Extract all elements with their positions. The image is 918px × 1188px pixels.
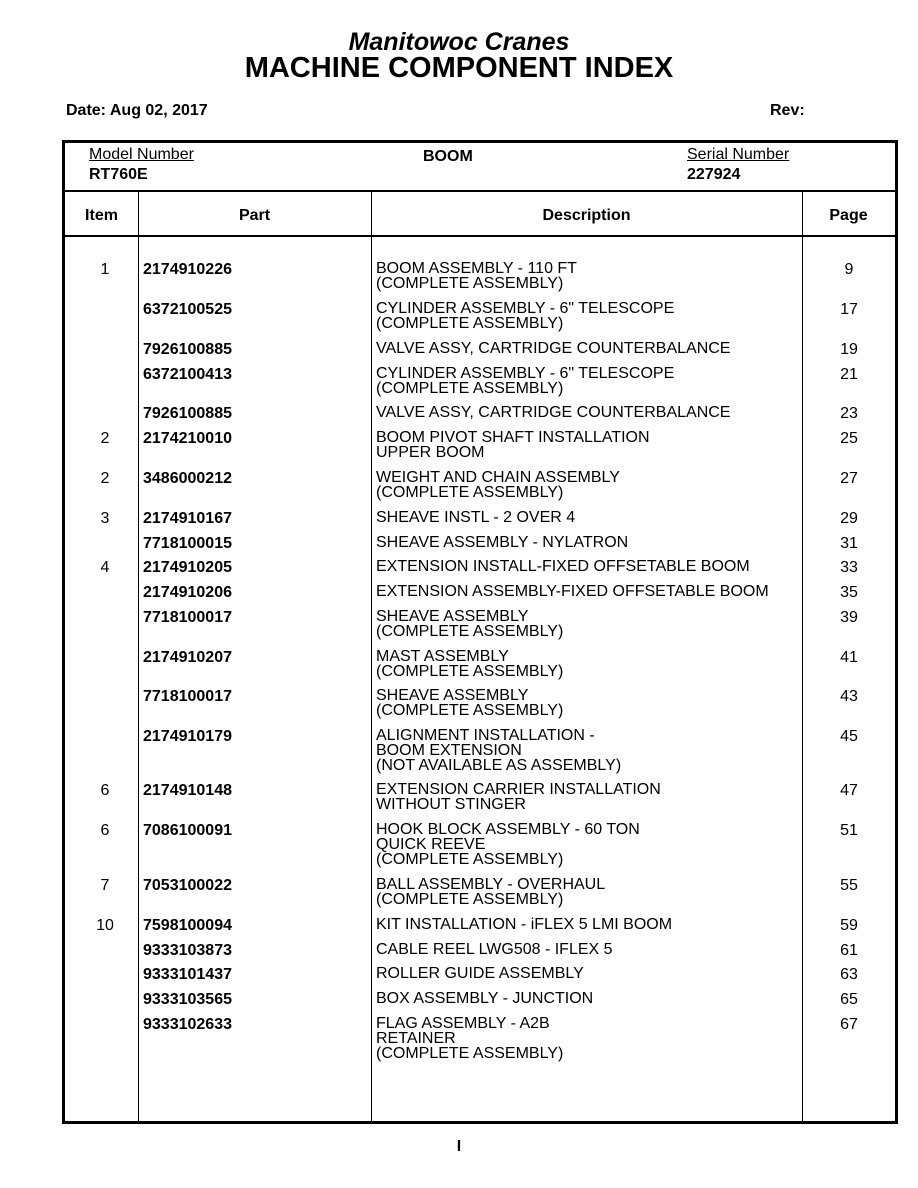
row-description xyxy=(376,559,796,574)
row-part-number: 3486000212 xyxy=(143,470,232,487)
row-description-line: RETAINER xyxy=(376,1030,456,1047)
row-page-number: 55 xyxy=(840,877,858,894)
row-description xyxy=(376,341,796,356)
row-description-line: (COMPLETE ASSEMBLY) xyxy=(376,275,564,292)
row-page-number: 63 xyxy=(840,966,858,983)
row-description xyxy=(376,584,796,599)
row-description xyxy=(376,649,796,679)
row-description-line: EXTENSION INSTALL-FIXED OFFSETABLE BOOM xyxy=(376,558,750,575)
row-description xyxy=(376,917,796,932)
row-page-number: 31 xyxy=(840,535,858,552)
table-row xyxy=(65,915,895,940)
row-description-line: (COMPLETE ASSEMBLY) xyxy=(376,484,564,501)
table-row xyxy=(65,940,895,964)
row-description xyxy=(376,991,796,1006)
row-part-number: 2174910167 xyxy=(143,510,232,527)
row-page-number: 17 xyxy=(840,301,858,318)
row-page-number: 35 xyxy=(840,584,858,601)
row-description xyxy=(376,430,796,460)
row-description-line: (COMPLETE ASSEMBLY) xyxy=(376,851,564,868)
row-part-number: 6372100525 xyxy=(143,301,232,318)
row-description xyxy=(376,782,796,812)
row-description-line: KIT INSTALLATION - iFLEX 5 LMI BOOM xyxy=(376,916,673,933)
row-description-line: (COMPLETE ASSEMBLY) xyxy=(376,702,564,719)
row-description-line: MAST ASSEMBLY xyxy=(376,648,509,665)
row-item-number: 6 xyxy=(100,822,110,839)
row-description xyxy=(376,510,796,525)
row-description-line: BOX ASSEMBLY - JUNCTION xyxy=(376,990,594,1007)
row-description-line: FLAG ASSEMBLY - A2B xyxy=(376,1015,550,1032)
row-description xyxy=(376,966,796,981)
table-row xyxy=(65,403,895,428)
model-number-label: Model Number xyxy=(89,146,194,163)
table-row xyxy=(65,780,895,820)
row-part-number: 2174910206 xyxy=(143,584,232,601)
row-page-number: 43 xyxy=(840,688,858,705)
column-header-part: Part xyxy=(238,207,271,224)
row-page-number: 59 xyxy=(840,917,858,934)
row-page-number: 67 xyxy=(840,1016,858,1033)
row-description xyxy=(376,609,796,639)
row-part-number: 2174910179 xyxy=(143,728,232,745)
row-page-number: 29 xyxy=(840,510,858,527)
row-description xyxy=(376,942,796,957)
row-page-number: 61 xyxy=(840,942,858,959)
row-description-line: EXTENSION ASSEMBLY-FIXED OFFSETABLE BOOM xyxy=(376,583,769,600)
row-page-number: 19 xyxy=(840,341,858,358)
row-description-line: (COMPLETE ASSEMBLY) xyxy=(376,891,564,908)
row-description-line: (COMPLETE ASSEMBLY) xyxy=(376,623,564,640)
row-part-number: 7718100017 xyxy=(143,609,232,626)
table-row xyxy=(65,533,895,557)
row-item-number: 6 xyxy=(100,782,110,799)
row-description-line: BOOM PIVOT SHAFT INSTALLATION xyxy=(376,429,650,446)
table-row xyxy=(65,259,895,299)
row-page-number: 9 xyxy=(844,261,854,278)
row-part-number: 2174910148 xyxy=(143,782,232,799)
row-part-number: 9333103873 xyxy=(143,942,232,959)
row-description xyxy=(376,822,796,867)
row-item-number: 7 xyxy=(100,877,110,894)
table-row xyxy=(65,468,895,508)
table-row xyxy=(65,607,895,647)
row-description-line: (COMPLETE ASSEMBLY) xyxy=(376,380,564,397)
table-row xyxy=(65,557,895,582)
page-title: MACHINE COMPONENT INDEX xyxy=(244,52,674,84)
row-description-line: UPPER BOOM xyxy=(376,444,485,461)
table-row xyxy=(65,726,895,780)
row-part-number: 2174910226 xyxy=(143,261,232,278)
row-description-line: QUICK REEVE xyxy=(376,836,486,853)
row-description-line: (COMPLETE ASSEMBLY) xyxy=(376,663,564,680)
row-page-number: 41 xyxy=(840,649,858,666)
row-part-number: 6372100413 xyxy=(143,366,232,383)
brand-title: Manitowoc Cranes xyxy=(348,28,570,56)
table-row xyxy=(65,508,895,533)
row-part-number: 7718100017 xyxy=(143,688,232,705)
date-label: Date: Aug 02, 2017 xyxy=(66,102,208,119)
row-item-number: 4 xyxy=(100,559,110,576)
row-part-number: 7926100885 xyxy=(143,405,232,422)
table-row xyxy=(65,299,895,339)
table-row xyxy=(65,989,895,1014)
table-row xyxy=(65,1014,895,1074)
section-heading-boom: BOOM xyxy=(423,148,473,165)
row-page-number: 33 xyxy=(840,559,858,576)
row-description xyxy=(376,728,796,773)
row-page-number: 23 xyxy=(840,405,858,422)
row-description-line: VALVE ASSY, CARTRIDGE COUNTERBALANCE xyxy=(376,340,731,357)
row-description xyxy=(376,301,796,331)
table-row xyxy=(65,364,895,403)
row-description-line: ALIGNMENT INSTALLATION - xyxy=(376,727,595,744)
row-description xyxy=(376,688,796,718)
row-description-line: (COMPLETE ASSEMBLY) xyxy=(376,1045,564,1062)
row-description-line: WEIGHT AND CHAIN ASSEMBLY xyxy=(376,469,620,486)
row-part-number: 2174910205 xyxy=(143,559,232,576)
column-header-page: Page xyxy=(829,207,868,224)
row-part-number: 2174910207 xyxy=(143,649,232,666)
table-row xyxy=(65,339,895,364)
row-description xyxy=(376,535,796,550)
row-description xyxy=(376,1016,796,1061)
rev-label: Rev: xyxy=(770,102,805,119)
row-part-number: 2174210010 xyxy=(143,430,232,447)
row-page-number: 51 xyxy=(840,822,858,839)
row-description-line: BOOM EXTENSION xyxy=(376,742,522,759)
row-description-line: (COMPLETE ASSEMBLY) xyxy=(376,315,564,332)
row-description-line: SHEAVE INSTL - 2 OVER 4 xyxy=(376,509,576,526)
row-description-line: BOOM ASSEMBLY - 110 FT xyxy=(376,260,577,277)
row-description xyxy=(376,405,796,420)
row-item-number: 2 xyxy=(100,470,110,487)
row-part-number: 7718100015 xyxy=(143,535,232,552)
row-description-line: SHEAVE ASSEMBLY xyxy=(376,608,529,625)
row-description-line: ROLLER GUIDE ASSEMBLY xyxy=(376,965,584,982)
row-item-number: 10 xyxy=(96,917,114,934)
row-part-number: 9333101437 xyxy=(143,966,232,983)
table-row xyxy=(65,582,895,607)
row-description-line: VALVE ASSY, CARTRIDGE COUNTERBALANCE xyxy=(376,404,731,421)
row-page-number: 21 xyxy=(840,366,858,383)
row-page-number: 39 xyxy=(840,609,858,626)
row-description-line: WITHOUT STINGER xyxy=(376,796,526,813)
column-header-description: Description xyxy=(542,207,631,224)
serial-number-label: Serial Number xyxy=(687,146,790,163)
row-description-line: CYLINDER ASSEMBLY - 6" TELESCOPE xyxy=(376,300,675,317)
table-row xyxy=(65,875,895,915)
row-part-number: 9333102633 xyxy=(143,1016,232,1033)
table-row xyxy=(65,428,895,468)
row-page-number: 65 xyxy=(840,991,858,1008)
row-description xyxy=(376,366,796,396)
component-table xyxy=(62,140,898,1124)
table-row xyxy=(65,686,895,726)
serial-number-value: 227924 xyxy=(687,166,741,183)
row-description-line: HOOK BLOCK ASSEMBLY - 60 TON xyxy=(376,821,640,838)
page-number: I xyxy=(456,1138,462,1155)
model-number-value: RT760E xyxy=(89,166,148,183)
header-divider xyxy=(65,190,895,192)
table-row xyxy=(65,964,895,989)
row-description-line: SHEAVE ASSEMBLY xyxy=(376,687,529,704)
table-row xyxy=(65,820,895,875)
column-header-divider xyxy=(65,235,895,237)
row-page-number: 25 xyxy=(840,430,858,447)
row-description xyxy=(376,261,796,291)
row-item-number: 1 xyxy=(100,261,110,278)
row-description xyxy=(376,877,796,907)
row-page-number: 45 xyxy=(840,728,858,745)
row-part-number: 9333103565 xyxy=(143,991,232,1008)
row-part-number: 7086100091 xyxy=(143,822,232,839)
row-description xyxy=(376,470,796,500)
column-header-item: Item xyxy=(85,207,118,224)
row-part-number: 7053100022 xyxy=(143,877,232,894)
row-description-line: SHEAVE ASSEMBLY - NYLATRON xyxy=(376,534,629,551)
row-description-line: EXTENSION CARRIER INSTALLATION xyxy=(376,781,661,798)
row-description-line: BALL ASSEMBLY - OVERHAUL xyxy=(376,876,606,893)
row-page-number: 47 xyxy=(840,782,858,799)
row-item-number: 3 xyxy=(100,510,110,527)
row-description-line: CYLINDER ASSEMBLY - 6" TELESCOPE xyxy=(376,365,675,382)
row-description-line: (NOT AVAILABLE AS ASSEMBLY) xyxy=(376,757,622,774)
row-page-number: 27 xyxy=(840,470,858,487)
row-description-line: CABLE REEL LWG508 - IFLEX 5 xyxy=(376,941,613,958)
row-item-number: 2 xyxy=(100,430,110,447)
row-part-number: 7598100094 xyxy=(143,917,232,934)
table-row xyxy=(65,647,895,686)
row-part-number: 7926100885 xyxy=(143,341,232,358)
